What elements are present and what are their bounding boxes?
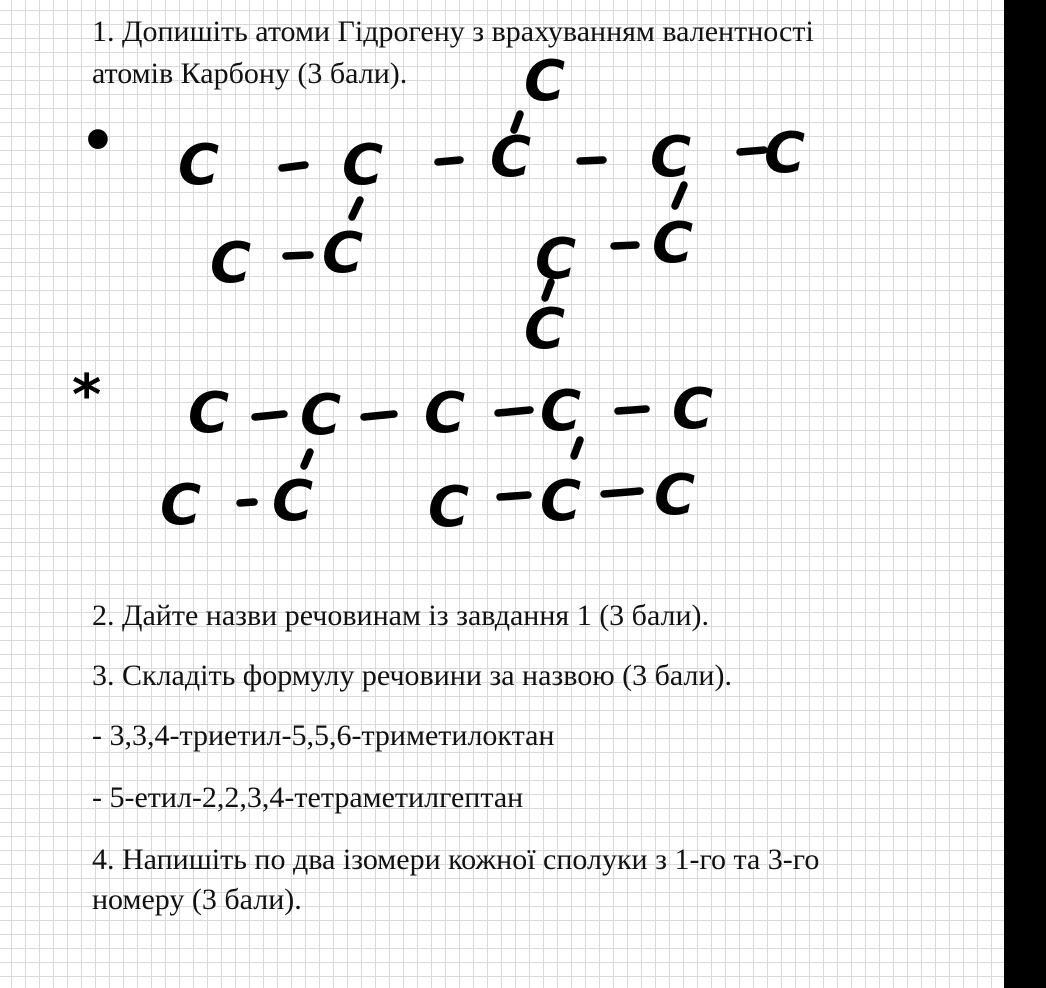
- handwritten-bullet: •: [80, 109, 116, 174]
- structure-2: [160, 377, 713, 540]
- atom-carbon: C: [540, 379, 582, 444]
- structure-1: [178, 49, 805, 362]
- atom-carbon: C: [764, 121, 806, 186]
- handwritten-asterisk: *: [72, 363, 102, 428]
- bond: [740, 150, 764, 152]
- bond: [286, 255, 310, 256]
- task2-text: 2. Дайте назви речовинам із завдання 1 (3 бали).: [92, 599, 710, 632]
- window-edge: [1004, 0, 1046, 988]
- bond: [604, 491, 640, 494]
- bond: [282, 165, 305, 168]
- atom-carbon: C: [160, 473, 202, 538]
- bond: [618, 409, 646, 411]
- task1-line2: атомів Карбону (3 бали).: [92, 57, 408, 90]
- atom-carbon: C: [272, 469, 314, 534]
- task1-line1: 1. Допишіть атоми Гідрогену з врахуванням валентності: [92, 15, 814, 48]
- bond: [304, 452, 310, 466]
- atom-carbon: C: [178, 133, 220, 198]
- task4-line2: номеру (3 бали).: [92, 883, 302, 916]
- atom-carbon: C: [672, 377, 714, 442]
- atom-carbon: C: [650, 125, 692, 190]
- atom-carbon: C: [490, 125, 532, 190]
- bond: [498, 410, 530, 413]
- bond: [614, 245, 636, 246]
- bond: [240, 502, 254, 503]
- atom-carbon: C: [654, 463, 696, 528]
- bond: [500, 495, 528, 497]
- bond: [580, 160, 603, 161]
- bond: [438, 160, 460, 162]
- bond: [364, 414, 394, 417]
- atom-carbon: C: [210, 231, 252, 296]
- task3-item1: - 3,3,4-триетил-5,5,6-триметилоктан: [92, 719, 555, 752]
- atom-carbon: C: [535, 227, 577, 292]
- bond: [255, 414, 284, 417]
- atom-carbon: C: [342, 133, 384, 198]
- atom-carbon: C: [424, 381, 466, 446]
- task4-line1: 4. Напишіть по два ізомери кожної сполуки з 1-го та 3-го: [92, 843, 820, 876]
- atom-carbon: C: [524, 297, 566, 362]
- atom-carbon: C: [428, 475, 470, 540]
- atom-carbon: C: [540, 469, 582, 534]
- atom-carbon: C: [524, 49, 566, 114]
- atom-carbon: C: [322, 221, 364, 286]
- atom-carbon: C: [300, 383, 342, 448]
- task3-title: 3. Складіть формулу речовини за назвою (3 бали).: [92, 659, 732, 692]
- atom-carbon: C: [652, 211, 694, 276]
- bond: [352, 200, 360, 217]
- task3-item2: - 5-етил-2,2,3,4-тетраметилгептан: [92, 781, 524, 814]
- atom-carbon: C: [188, 381, 230, 446]
